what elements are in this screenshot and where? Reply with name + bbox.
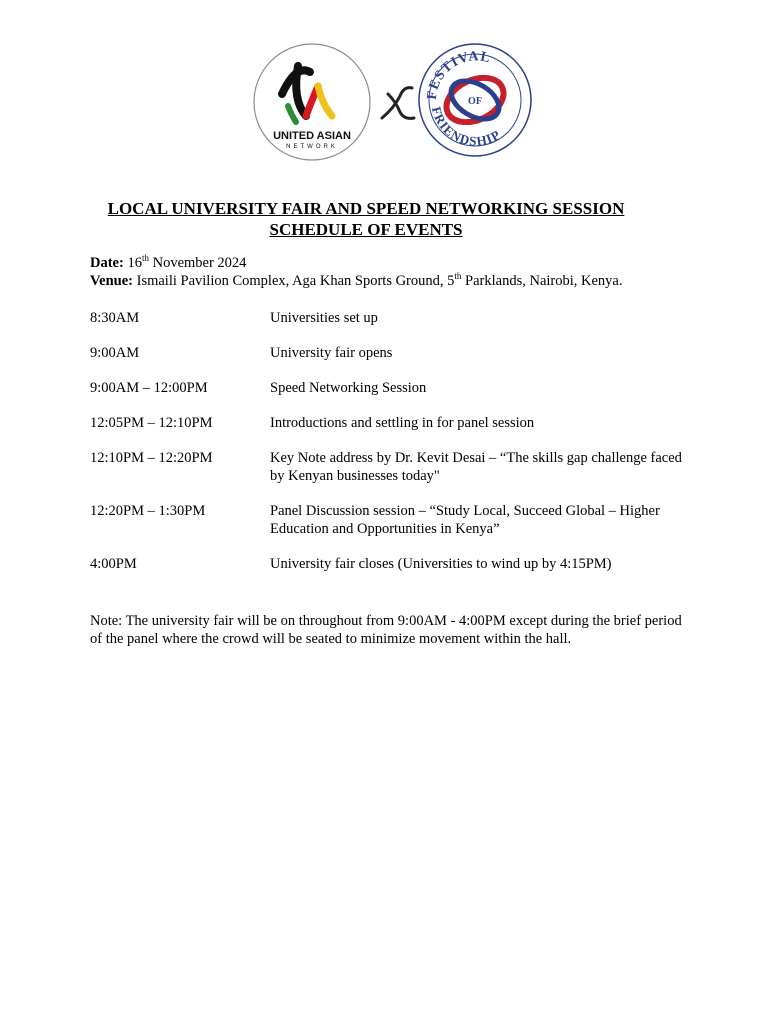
schedule-row [90,449,700,485]
schedule-row [90,344,700,362]
date-label: Date: [90,255,124,271]
schedule-list [90,309,700,590]
event-meta [90,254,622,290]
schedule-time: 12:20PM – 1:30PM [90,503,206,519]
fof-logo-text-bottom: FRIENDSHIP [428,104,504,149]
united-asian-network-logo [252,42,372,162]
date-rest: November 2024 [152,255,247,271]
date-line [90,254,622,272]
schedule-event: University fair closes (Universities to wind up by 4:15PM) [270,556,612,572]
schedule-event: Speed Networking Session [270,380,427,396]
schedule-time: 4:00PM [90,556,137,572]
schedule-event: Universities set up [270,310,378,326]
schedule-row [90,379,700,397]
header-logos [0,38,768,166]
title-line-1: LOCAL UNIVERSITY FAIR AND SPEED NETWORKING SESSION [107,199,625,218]
venue-part-2: Parklands, Nairobi, Kenya. [465,273,623,289]
x-connector-icon [374,78,420,128]
schedule-row [90,309,700,327]
schedule-event: Key Note address by Dr. Kevit Desai – “The skills gap challenge faced by Kenyan businesses today" [270,450,682,484]
una-logo-text-2: NETWORK [286,144,338,150]
venue-suffix: th [454,271,462,282]
document-title [0,198,732,240]
note-paragraph: Note: The university fair will be on throughout from 9:00AM - 4:00PM except during the brief period of the panel where the crowd will be seated to minimize movement within the hall. [90,613,682,647]
una-logo-text-1: UNITED ASIAN [273,130,351,142]
schedule-time: 12:05PM – 12:10PM [90,415,213,431]
venue-label: Venue: [90,273,133,289]
schedule-time: 9:00AM – 12:00PM [90,380,208,396]
schedule-event: University fair opens [270,345,393,361]
schedule-time: 12:10PM – 12:20PM [90,450,213,466]
venue-line [90,272,622,290]
schedule-event: Introductions and settling in for panel session [270,415,535,431]
title-line-2: SCHEDULE OF EVENTS [269,220,463,239]
schedule-row [90,414,700,432]
schedule-time: 9:00AM [90,345,140,361]
venue-part-1: Ismaili Pavilion Complex, Aga Khan Sports Ground, 5 [136,273,455,289]
date-day: 16 [127,255,142,271]
festival-of-friendship-logo [416,38,534,162]
schedule-event: Panel Discussion session – “Study Local, Succeed Global – Higher Education and Opportunities in Kenya” [270,503,660,537]
fof-logo-text-top: FESTIVAL [424,49,493,101]
schedule-time: 8:30AM [90,310,140,326]
fof-logo-text-of: OF [468,96,482,107]
date-suffix: th [141,253,149,264]
schedule-row [90,555,700,573]
schedule-row [90,502,700,538]
